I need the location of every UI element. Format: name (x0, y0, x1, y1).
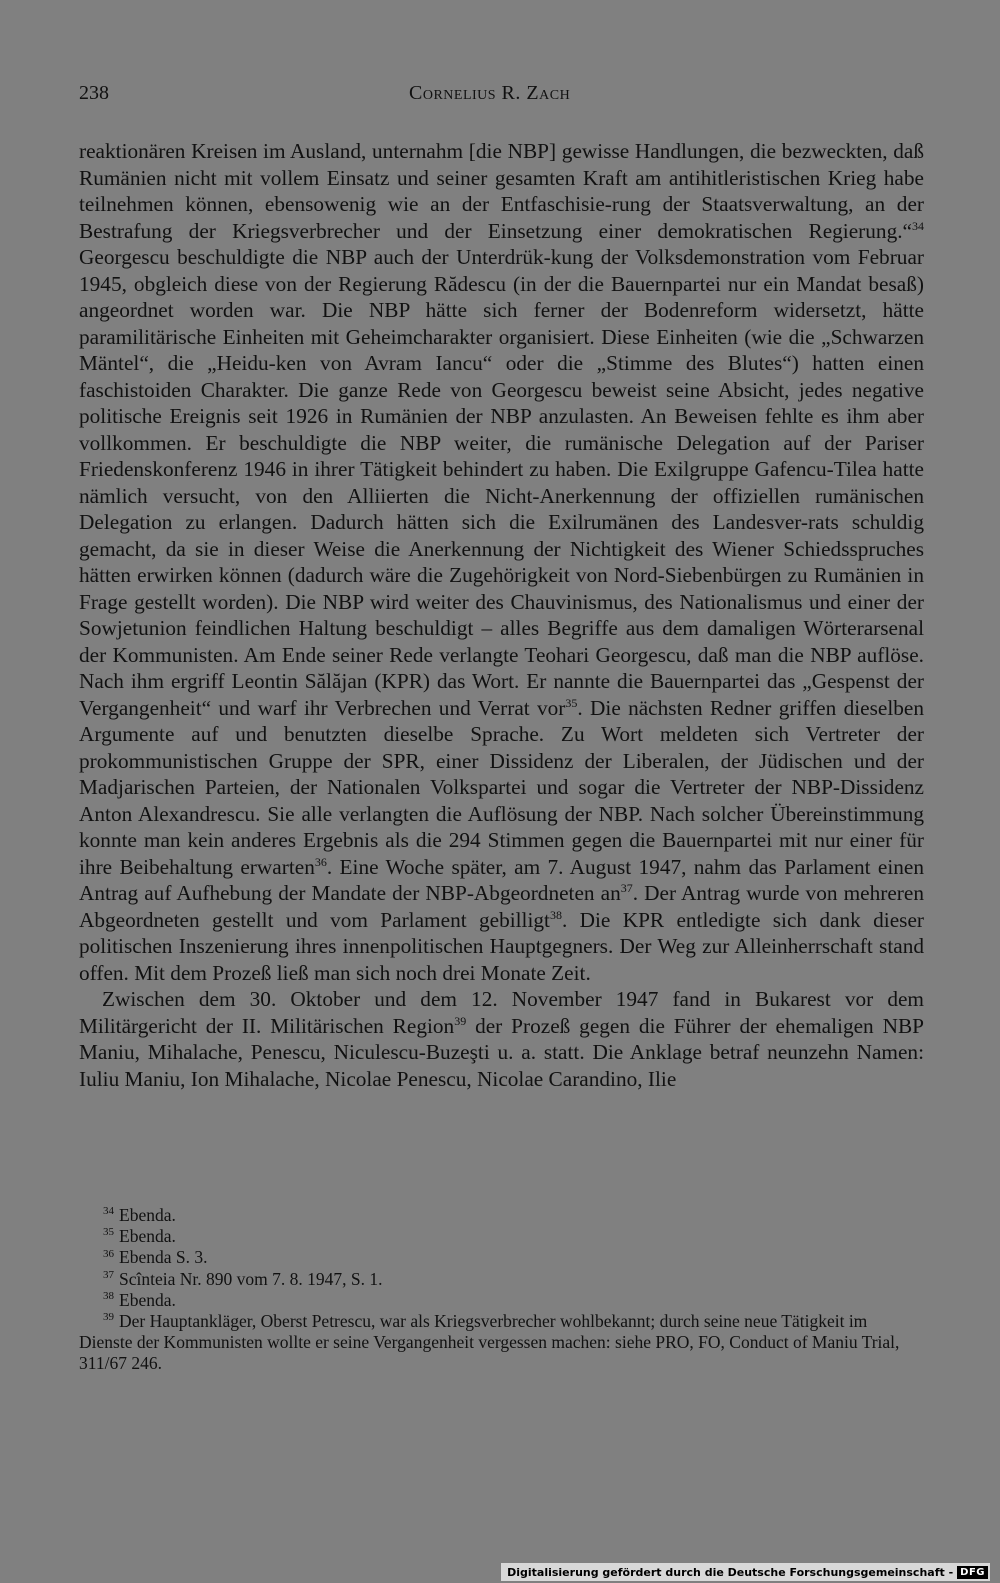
footnote-reference[interactable]: 35 (565, 695, 578, 710)
footnote (79, 1311, 924, 1375)
footnote-reference[interactable]: 36 (314, 854, 327, 869)
footnote-text: Der Hauptankläger, Oberst Petrescu, war als Kriegsverbrecher wohlbekannt; durch seine neue Tätigkeit im Dienste der Kommunisten wollte er seine Vergangenheit vergessen machen: siehe PRO, FO, Conduct of Maniu Trial, 311/67 246. (79, 1311, 900, 1374)
footnote-text: Ebenda. (119, 1289, 176, 1310)
footnote-text: Scînteia Nr. 890 vom 7. 8. 1947, S. 1. (119, 1268, 383, 1289)
footnote-number: 37 (103, 1268, 114, 1281)
page-number: 238 (79, 82, 109, 104)
footnote-number: 34 (103, 1205, 114, 1218)
body-paragraph (79, 986, 924, 1092)
footnote (79, 1290, 924, 1311)
text-run: . Eine Woche später, am 7. August 1947, nahm das Parlament einen Antrag auf Aufhebung der Mandate der NBP-Abgeordneten an (79, 854, 924, 905)
dfg-logo: DFG (957, 1566, 988, 1579)
footnote-text: Ebenda. (119, 1205, 176, 1225)
footnotes (79, 1205, 924, 1375)
text-run: . Der Antrag wurde von mehreren Abgeordneten gestellt und vom Parlament gebilligt (79, 881, 924, 932)
footnote-reference[interactable]: 37 (620, 880, 633, 895)
text-run: . Die KPR entledigte sich dank dieser politischen Inszenierung ihres innenpolitischen Hauptgegners. Der Weg zur Alleinherrschaft stand offen. Mit dem Prozeß ließ man sich noch drei Monate Zeit. (79, 907, 924, 985)
text-run: der Prozeß gegen die Führer der ehemaligen NBP Maniu, Mihalache, Penescu, Niculescu-Buzeşti u. a. statt. Die Anklage betraf neunzehn Namen: Iuliu Maniu, Ion Mihalache, Nicolae Penescu, Nicolae Carandino, Ilie (79, 1013, 924, 1091)
footnote-text: Ebenda. (119, 1226, 176, 1247)
page-header (79, 82, 924, 112)
text-run: reaktionären Kreisen im Ausland, unternahm [die NBP] gewisse Handlungen, die bezweckten, daß Rumänien nicht mit vollem Einsatz und seiner gesamten Kraft am antihitleristischen Krieg habe teilnehmen können, ebensowenig wie an der Entfaschisie-rung der Staatsverwaltung, an der Bestrafung der Kriegsverbrecher und der Einsetzung einer demokratischen Regierung.“ (79, 139, 924, 243)
text-run: Zwischen dem 30. Oktober und dem 12. November 1947 fand in Bukarest vor dem Militärgericht der II. Militärischen Region (79, 987, 924, 1038)
text-run: Georgescu beschuldigte die NBP auch der Unterdrük-kung der Volksdemonstration vom Februar 1945, obgleich diese von der Regierung Rădescu (in der die Bauernpartei nur ein Mandat besaß) angeordnet worden war. Die NBP hätte sich ferner der Bodenreform widersetzt, hätte paramilitärische Einheiten mit Geheimcharakter organisiert. Diese Einheiten (wie die „Schwarzen Mäntel“, die „Heidu-ken von Avram Iancu“ oder die „Stimme des Blutes“) hatten einen faschistoiden Charakter. Die ganze Rede von Georgescu beweist seine Absicht, jedes negative politische Ereignis seit 1926 in Rumänien der NBP anzulasten. An Beweisen fehlte es ihm aber vollkommen. Er beschuldigte die NBP weiter, die rumänische Delegation auf der Pariser Friedenskonferenz 1946 in ihrer Tätigkeit behindert zu haben. Die Exilgruppe Gafencu-Tilea hatte nämlich versucht, von den Alliierten die Nicht-Anerkennung der offiziellen rumänischen Delegation zu erlangen. Dadurch hätten sich die Exilrumänen des Landesver-rats schuldig gemacht, da sie in dieser Weise die Anerkennung der Nichtigkeit des Wiener Schiedsspruches hätten erwirken können (dadurch wäre die Zugehörigkeit von Nord-Siebenbürgen zu Rumänien in Frage gestellt worden). Die NBP wird weiter des Chauvinismus, des Nationalismus und einer der Sowjetunion feindlichen Haltung beschuldigt – alles Begriffe aus dem damaligen Wörterarsenal der Kommunisten. Am Ende seiner Rede verlangte Teohari Georgescu, daß man die NBP auflöse. Nach ihm ergriff Leontin Sălăjan (KPR) das Wort. Er nannte die Bauernpartei das „Gespenst der Vergangenheit“ und warf ihr Verbrechen und Verrat vor (79, 245, 924, 720)
funding-notice (501, 1563, 990, 1581)
footnote-text: Ebenda S. 3. (119, 1247, 208, 1268)
footnote (79, 1247, 924, 1268)
body-text (79, 138, 924, 1092)
footnote (79, 1226, 924, 1247)
footnote-reference[interactable]: 39 (454, 1013, 467, 1028)
footnote-number: 35 (103, 1226, 114, 1239)
footnote (79, 1205, 924, 1226)
footnote-reference[interactable]: 38 (549, 907, 562, 922)
funding-text: Digitalisierung gefördert durch die Deutsche Forschungsgemeinschaft - (507, 1565, 954, 1579)
running-head: Cornelius R. Zach (409, 82, 571, 104)
footnote-number: 39 (103, 1311, 114, 1324)
footnote-number: 38 (103, 1289, 114, 1302)
text-run: . Die nächsten Redner griffen dieselben Argumente auf und benutzten dieselbe Sprache. Zu Wort meldeten sich Vertreter der prokommunistischen Gruppe der SPR, einer Dissidenz der Liberalen, der Jüdischen und der Madjarischen Parteien, der Nationalen Volkspartei und sogar die Vertreter der NBP-Dissidenz Anton Alexandrescu. Sie alle verlangten die Auflösung der NBP. Nach solcher Übereinstimmung konnte man kein anderes Ergebnis als die 294 Stimmen gegen die Bauernpartei mit nur einer für ihre Beibehaltung erwarten (79, 695, 924, 879)
footnote (79, 1269, 924, 1290)
footnote-number: 36 (103, 1247, 114, 1260)
footnote-reference[interactable]: 34 (912, 218, 924, 233)
body-paragraph (79, 138, 924, 986)
